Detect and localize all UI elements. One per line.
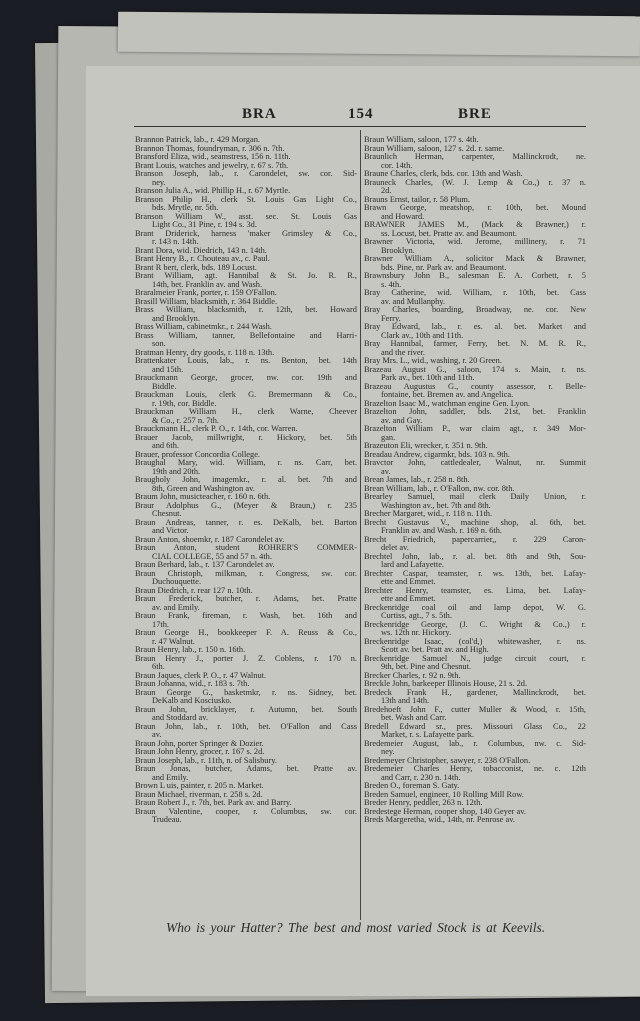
entry-line: Brechter Caspar, teamster, r. ws. 13th, bet. Lafay- bbox=[364, 569, 586, 578]
entry-continuation-line: ney. bbox=[152, 178, 166, 187]
entry-line: Brechtel John, lab., r. al. bet. 8th and 9th, Sou- bbox=[364, 552, 586, 561]
entry-line: Brauckmann George, grocer, nw. cor. 19th and bbox=[135, 374, 357, 382]
directory-entry bbox=[364, 306, 586, 323]
entry-continuation-line: r. 19th, cor. Biddle. bbox=[152, 399, 217, 408]
directory-entry bbox=[135, 791, 357, 800]
entry-line: Brauckman William H., clerk Warne, Cheever bbox=[135, 408, 357, 416]
directory-entry bbox=[135, 213, 357, 230]
header-rule bbox=[134, 126, 586, 127]
directory-entry bbox=[135, 374, 357, 391]
entry-line: BRAWNER JAMES M., (Mack & Brawner,) r. bbox=[364, 221, 586, 229]
directory-entry bbox=[135, 561, 357, 570]
entry-line: Brawn George, meatshop, r. 10th, bet. Mound bbox=[364, 204, 586, 212]
entry-line: Bredemeier Charles Henry, tobacconist, ne. c. 12th bbox=[364, 765, 586, 773]
directory-entry bbox=[364, 782, 586, 791]
entry-line: Brecher Margaret, wid., r. 118 n. 11th. bbox=[364, 510, 493, 518]
entry-line: Braun Johanna, wid., r. 183 s. 7th. bbox=[135, 680, 250, 688]
entry-continuation-line: delet av. bbox=[381, 544, 409, 552]
entry-continuation-line: Brooklyn. bbox=[381, 246, 415, 255]
entry-line: Bray Catherine, wid. William, r. 10th, bet. Cass bbox=[364, 289, 586, 297]
entry-line: Brannon Patrick, lab., r. 429 Morgan. bbox=[135, 136, 260, 144]
directory-entry bbox=[135, 782, 357, 791]
directory-entry bbox=[135, 247, 357, 256]
entry-line: Breds Margeretha, wid., 14th, nr. Penrose av. bbox=[364, 816, 515, 824]
entry-continuation-line: Biddle. bbox=[152, 382, 177, 391]
entry-line: Breadau Andrew, cigarmkr, bds. 103 n. 9th. bbox=[364, 450, 510, 459]
entry-continuation-line: Chesnut. bbox=[152, 510, 182, 518]
entry-line: Bredemeyer Christopher, sawyer, r. 238 O'Fallon. bbox=[364, 756, 531, 765]
entry-line: Braun Christoph, milkman, r. Congress, sw. cor. bbox=[135, 569, 357, 578]
directory-entry bbox=[135, 748, 357, 757]
entry-line: Brauns Ernst, tailor, r. 58 Plum. bbox=[364, 195, 470, 204]
entry-line: Bredehoeft John F., cutter Muller & Wood, r. 15th, bbox=[364, 705, 586, 714]
directory-entry bbox=[364, 255, 586, 272]
directory-entry bbox=[364, 519, 586, 536]
directory-entry bbox=[135, 612, 357, 629]
entry-line: Braun Frederick, butcher, r. Adams, bet. Pratte bbox=[135, 595, 357, 603]
entry-line: Brant Louis, watches and jewelry, r. 67 s. 7th. bbox=[135, 161, 289, 170]
directory-entry bbox=[135, 408, 357, 425]
entry-line: Brazeuton Eli, wrecker, r. 351 n. 9th. bbox=[364, 442, 488, 450]
directory-entry bbox=[135, 493, 357, 502]
entry-line: Brattenkater Louis, lab., r. ns. Benton, bet. 14th bbox=[135, 357, 357, 365]
column-divider bbox=[360, 130, 361, 920]
directory-entry bbox=[135, 136, 357, 145]
directory-entry bbox=[135, 459, 357, 476]
directory-entry bbox=[135, 391, 357, 408]
entry-line: Braralmeier Frank, porter, r. 159 O'Fallon. bbox=[135, 289, 277, 297]
directory-entry bbox=[135, 357, 357, 374]
entry-continuation-line: r. 143 n. 14th. bbox=[152, 238, 199, 246]
directory-entry bbox=[135, 264, 357, 273]
directory-entry bbox=[135, 153, 357, 162]
directory-entry bbox=[364, 680, 586, 689]
entry-line: Braun George H., bookkeeper F. A. Reuss & Co., bbox=[135, 629, 357, 637]
entry-line: Breden O., foreman S. Gaty. bbox=[364, 782, 460, 790]
directory-entry bbox=[364, 451, 586, 460]
entry-line: Braune Charles, clerk, bds. cor. 13th and Wash. bbox=[364, 170, 523, 178]
directory-entry bbox=[364, 204, 586, 221]
directory-entry bbox=[135, 255, 357, 264]
entry-line: Brean William, lab., r. O'Fallon, nw. cor. 8th. bbox=[364, 484, 515, 493]
entry-line: Breckenridge Samuel N., judge circuit court, r. bbox=[364, 654, 586, 663]
entry-continuation-line: Duchouquette. bbox=[152, 578, 202, 586]
entry-line: Brass William, cabinetmkr., r. 244 Wash. bbox=[135, 323, 272, 331]
directory-entry bbox=[135, 519, 357, 536]
entry-line: Braun Frank, fireman, r. Wash, bet. 16th and bbox=[135, 612, 357, 620]
entry-continuation-line: DeKalb and Kosciusko. bbox=[152, 697, 232, 705]
directory-entry bbox=[364, 323, 586, 340]
entry-line: Braun William, saloon, 177 s. 4th. bbox=[364, 136, 479, 144]
entry-line: Brazelton Isaac M., watchman engine Gen. Lyon. bbox=[364, 399, 531, 408]
entry-continuation-line: bds. Pine, nr. Park av. and Beaumont. bbox=[381, 263, 507, 272]
directory-entry bbox=[135, 655, 357, 672]
directory-entry bbox=[135, 323, 357, 332]
entry-continuation-line: av. and Emily. bbox=[152, 603, 200, 612]
entry-line: Bray Hannibal, farmer, Ferry, bet. N. M. R. R., bbox=[364, 340, 586, 348]
directory-entry bbox=[135, 196, 357, 213]
entry-line: Brass William, blacksmith, r. 12th, bet. Howard bbox=[135, 306, 357, 314]
directory-entry bbox=[135, 570, 357, 587]
directory-entry bbox=[364, 366, 586, 383]
directory-page bbox=[86, 66, 640, 996]
entry-line: Brecht Friedrich, papercarrier,, r. 229 Caron- bbox=[364, 535, 586, 544]
entry-line: Brant William, agt. Hannibal & St. Jo. R. R., bbox=[135, 272, 357, 280]
entry-line: Brass William, tanner, Bellefontaine and Harri- bbox=[135, 331, 357, 340]
header-left-guide-word: BRA bbox=[242, 106, 277, 122]
directory-entry bbox=[135, 145, 357, 154]
directory-entry bbox=[135, 298, 357, 307]
entry-continuation-line: Clark av., 10th and 11th. bbox=[381, 331, 464, 340]
entry-line: Bray Charles, boarding, Broadway, ne. cor. New bbox=[364, 306, 586, 314]
entry-line: Braur Adolphus G., (Meyer & Braun,) r. 235 bbox=[135, 501, 357, 510]
entry-continuation-line: son. bbox=[152, 340, 166, 348]
directory-entry bbox=[135, 349, 357, 358]
directory-entry bbox=[364, 153, 586, 170]
entry-line: Braun Anton, shoemkr, r. 187 Carondelet av. bbox=[135, 535, 285, 544]
directory-entry bbox=[364, 655, 586, 672]
directory-entry bbox=[135, 306, 357, 323]
entry-continuation-line: 8th, Green and Washington av. bbox=[152, 484, 255, 493]
entry-line: Brant Dora, wid. Diedrich, 143 n. 14th. bbox=[135, 246, 267, 255]
entry-continuation-line: & Co., r. 257 n. 7th. bbox=[152, 416, 220, 425]
entry-line: Braunlich Herman, carpenter, Mallinckrodt, ne. bbox=[364, 153, 586, 161]
entry-continuation-line: Park av., bet. 10th and 11th. bbox=[381, 374, 475, 382]
entry-line: Bray Edward, lab., r. es. al. bet. Market and bbox=[364, 323, 586, 331]
entry-line: Braun Michael, riverman, r. 258 s. 2d. bbox=[135, 790, 263, 799]
entry-line: Braun Robert J., r. 7th, bet. Park av. and Barry. bbox=[135, 799, 292, 807]
entry-line: Braugholy John, imagemkr., r. al. bet. 7th and bbox=[135, 476, 357, 484]
entry-line: Brean James, lab., r. 258 n. 8th. bbox=[364, 476, 470, 484]
entry-continuation-line: and Emily. bbox=[152, 773, 189, 782]
directory-entry bbox=[135, 170, 357, 187]
entry-line: Braun John Henry, grocer, r. 167 s. 2d. bbox=[135, 748, 265, 756]
directory-entry bbox=[364, 723, 586, 740]
directory-entry bbox=[135, 808, 357, 825]
entry-continuation-line: bet. Wash and Carr. bbox=[381, 714, 447, 722]
entry-continuation-line: ss. Locust, bet. Pratte av. and Beaumont. bbox=[381, 229, 517, 238]
directory-entry bbox=[364, 587, 586, 604]
entry-line: Bredell Edward sr., pres. Missouri Glass Co., 22 bbox=[364, 722, 586, 731]
entry-line: Brauneck Charles, (W. J. Lemp & Co.,) r. 37 n. bbox=[364, 178, 586, 187]
directory-entry bbox=[135, 187, 357, 196]
entry-line: Breckenridge Isaac, (col'd,) whitewasher, r. ns. bbox=[364, 637, 586, 646]
entry-line: Branson Philip H., clerk St. Louis Gas Light Co., bbox=[135, 195, 357, 204]
entry-continuation-line: av. and Mullanphy. bbox=[381, 297, 446, 306]
entry-line: Brown L uis, painter, r. 205 n. Market. bbox=[135, 782, 264, 790]
entry-continuation-line: r. 47 Walnut. bbox=[152, 637, 195, 646]
entry-continuation-line: ney. bbox=[381, 748, 395, 756]
entry-continuation-line: ws. 12th nr. Hickory. bbox=[381, 629, 452, 637]
entry-line: Brauer Jacob, millwright, r. Hickory, bet. 5th bbox=[135, 433, 357, 442]
entry-line: Bravctor John, cattledealer, Walnut, nr. Summit bbox=[364, 459, 586, 467]
entry-line: Braun Valentine, cooper, r. Columbus, sw. cor. bbox=[135, 807, 357, 816]
entry-line: Breckenridge coal oil and lamp depot, W. G. bbox=[364, 603, 586, 612]
entry-line: Braun Jaques, clerk P. O., r. 47 Walnut. bbox=[135, 671, 267, 680]
directory-entry bbox=[135, 425, 357, 434]
entry-line: Bredestege Herman, cooper shop, 140 Geyer av. bbox=[364, 807, 527, 816]
entry-continuation-line: gan. bbox=[381, 433, 396, 442]
directory-entry bbox=[135, 536, 357, 545]
entry-line: Bredemeier August, lab., r. Columbus, nw. c. Sid- bbox=[364, 739, 586, 748]
directory-entry bbox=[135, 740, 357, 749]
directory-entry bbox=[135, 476, 357, 493]
directory-entry bbox=[364, 570, 586, 587]
entry-line: Braun Henry J., porter J. Z. Coblens, r. 170 n. bbox=[135, 654, 357, 663]
entry-continuation-line: 9th, bet. Pine and Chesnut. bbox=[381, 663, 472, 671]
directory-entry bbox=[364, 272, 586, 289]
entry-continuation-line: lard and Lafayette. bbox=[381, 561, 445, 569]
directory-entry bbox=[135, 289, 357, 298]
entry-line: Braun Joseph, lab., r. 11th, n. of Salisbury. bbox=[135, 756, 277, 765]
directory-entry bbox=[135, 757, 357, 766]
entry-line: Braun Diedrich, r. rear 127 n. 10th. bbox=[135, 586, 253, 595]
entry-line: Braum John, musicteacher, r. 160 n. 6th. bbox=[135, 493, 271, 501]
entry-continuation-line: av. bbox=[152, 731, 162, 739]
directory-entry bbox=[364, 816, 586, 825]
directory-entry bbox=[135, 162, 357, 171]
entry-continuation-line: 6th. bbox=[152, 663, 165, 671]
entry-line: Brauckmann H., clerk P. O., r. 14th, cor. Warren. bbox=[135, 425, 298, 433]
entry-continuation-line: Scott av. bet. Pratt av. and High. bbox=[381, 646, 489, 654]
entry-line: Brecker Charles, r. 92 n. 9th. bbox=[364, 671, 461, 680]
entry-line: Bratman Henry, dry goods, r. 118 n. 13th. bbox=[135, 348, 275, 357]
directory-entry bbox=[135, 689, 357, 706]
entry-line: Breder Henry, peddler, 263 n. 12th. bbox=[364, 799, 483, 807]
entry-line: Brecht Gustavus V., machine shop, al. 6th, bet. bbox=[364, 518, 586, 527]
entry-line: Braun Henry, lab., r. 150 n. 16th. bbox=[135, 646, 246, 654]
back-page-edge bbox=[118, 12, 640, 57]
entry-continuation-line: and 15th. bbox=[152, 365, 184, 374]
entry-line: Braun John, lab., r. 10th, bet. O'Fallon and Cass bbox=[135, 722, 357, 731]
directory-entry bbox=[135, 544, 357, 561]
entry-continuation-line: 2d. bbox=[381, 187, 392, 195]
directory-entry bbox=[364, 408, 586, 425]
entry-line: Braun Andreas, tanner, r. es. DeKalb, bet. Barton bbox=[135, 518, 357, 527]
directory-entry bbox=[135, 629, 357, 646]
entry-line: Brawnsbury John B., salesman E. A. Corbett, r. 5 bbox=[364, 272, 586, 280]
directory-entry bbox=[364, 196, 586, 205]
entry-line: Bredeck Frank H., gardener, Mallinckrodt, bet. bbox=[364, 688, 586, 697]
entry-line: Braun John, bricklayer, r. Autumn, bet. South bbox=[135, 705, 357, 714]
directory-entry bbox=[364, 136, 586, 145]
directory-entry bbox=[364, 510, 586, 519]
entry-line: Brant R bert, clerk, bds. 189 Locust. bbox=[135, 263, 257, 272]
entry-continuation-line: 13th and 14th. bbox=[381, 697, 430, 705]
entry-line: Brawner William A., solicitor Mack & Brawner, bbox=[364, 255, 586, 263]
entry-line: Brannon Thomas, foundryman, r. 306 n. 7th. bbox=[135, 144, 285, 153]
directory-entry bbox=[364, 757, 586, 766]
entry-line: Brawner Victoria, wid. Jerome, millinery, r. 71 bbox=[364, 238, 586, 246]
entry-line: Brazelton John, saddler, bds. 21st, bet. Franklin bbox=[364, 408, 586, 416]
entry-continuation-line: and Victor. bbox=[152, 527, 189, 535]
entry-continuation-line: Market, r. s. Lafayette park. bbox=[381, 731, 475, 739]
entry-line: Brazeau August G., saloon, 174 s. Main, r. ns. bbox=[364, 365, 586, 374]
directory-entry bbox=[364, 400, 586, 409]
directory-entry bbox=[135, 230, 357, 247]
directory-entry bbox=[364, 553, 586, 570]
entry-continuation-line: bds. Mrytle, nr. 5th. bbox=[152, 204, 219, 212]
directory-entry bbox=[364, 799, 586, 808]
entry-line: Branson William W., asst. sec. St. Louis Gas bbox=[135, 212, 357, 221]
directory-entry bbox=[135, 434, 357, 451]
entry-line: Branson Julia A., wid. Phillip H., r. 67 Myrtle. bbox=[135, 187, 291, 195]
directory-entry bbox=[364, 621, 586, 638]
entry-continuation-line: and the river. bbox=[381, 348, 425, 357]
entry-line: Braun Berhard, lab., r. 137 Carondelet av. bbox=[135, 561, 275, 569]
directory-entry bbox=[135, 680, 357, 689]
entry-line: Braun George G., basketmkr, r. ns. Sidney, bet. bbox=[135, 688, 357, 697]
entry-continuation-line: av. bbox=[381, 467, 391, 476]
page-number: 154 bbox=[348, 106, 374, 122]
directory-entry bbox=[135, 332, 357, 349]
directory-entry bbox=[364, 179, 586, 196]
entry-line: Breden Samuel, engineer, 10 Rolling Mill Row. bbox=[364, 790, 524, 799]
entry-line: Brechter Henry, teamster, es. Lima, bet. Lafay- bbox=[364, 586, 586, 595]
entry-continuation-line: fontaine, bet. Bremen av. and Angelica. bbox=[381, 391, 514, 399]
entry-line: Bransford Eliza, wid., seamstress, 156 n. 11th. bbox=[135, 153, 291, 161]
entry-continuation-line: and Howard. bbox=[381, 212, 425, 221]
directory-entry bbox=[364, 289, 586, 306]
directory-entry bbox=[364, 791, 586, 800]
left-column bbox=[135, 136, 357, 825]
directory-entry bbox=[135, 799, 357, 808]
directory-entry bbox=[364, 706, 586, 723]
directory-entry bbox=[364, 638, 586, 655]
entry-line: Breckle John, barkeeper Illinois House, 21 s. 2d. bbox=[364, 680, 528, 688]
entry-continuation-line: 14th, bet. Franklin av. and Wash. bbox=[152, 280, 263, 289]
directory-entry bbox=[135, 587, 357, 596]
footer-advertisement: Who is your Hatter? The best and most varied Stock is at Keevils. bbox=[166, 920, 546, 935]
directory-entry bbox=[364, 238, 586, 255]
directory-entry bbox=[364, 357, 586, 366]
entry-line: Braun William, saloon, 127 s. 2d. r. same. bbox=[364, 144, 505, 153]
entry-line: Braughal Mary, wid. William, r. ns. Carr, bet. bbox=[135, 459, 357, 467]
directory-entry bbox=[135, 646, 357, 655]
entry-continuation-line: Washington av., bet. 7th and 8th. bbox=[381, 501, 491, 510]
entry-continuation-line: 19th and 20th. bbox=[152, 467, 201, 476]
directory-entry bbox=[135, 672, 357, 681]
entry-continuation-line: 17th. bbox=[152, 620, 169, 629]
entry-continuation-line: cor. 14th. bbox=[381, 161, 413, 170]
entry-line: Bray Mrs. L., wid., washing, r. 20 Green. bbox=[364, 357, 502, 365]
directory-entry bbox=[364, 493, 586, 510]
entry-continuation-line: and Brooklyn. bbox=[152, 314, 200, 323]
directory-entry bbox=[364, 425, 586, 442]
directory-entry bbox=[364, 459, 586, 476]
directory-entry bbox=[135, 706, 357, 723]
directory-entry bbox=[364, 765, 586, 782]
directory-entry bbox=[364, 145, 586, 154]
directory-entry bbox=[135, 723, 357, 740]
directory-entry bbox=[364, 604, 586, 621]
directory-entry bbox=[364, 383, 586, 400]
directory-entry bbox=[135, 765, 357, 782]
entry-line: Braun John, porter Springer & Dozier. bbox=[135, 739, 264, 748]
entry-line: Brearley Samuel, mail clerk Daily Union, r. bbox=[364, 493, 586, 501]
entry-line: Brasill William, blacksmith, r. 364 Biddle. bbox=[135, 297, 278, 306]
directory-entry bbox=[364, 808, 586, 817]
entry-continuation-line: ette and Emmet. bbox=[381, 578, 436, 586]
entry-line: Brant Driderick, harness 'maker Grimsley & Co., bbox=[135, 229, 357, 238]
entry-continuation-line: Franklin av. and Wash. r. 169 n. 6th. bbox=[381, 527, 502, 535]
directory-entry bbox=[364, 442, 586, 451]
entry-line: Braun Jonas, butcher, Adams, bet. Pratte av. bbox=[135, 765, 357, 773]
entry-continuation-line: s. 4th. bbox=[381, 280, 402, 289]
right-column bbox=[364, 136, 586, 825]
entry-continuation-line: and 6th. bbox=[152, 442, 179, 450]
directory-entry bbox=[364, 476, 586, 485]
entry-continuation-line: and Stoddard av. bbox=[152, 714, 208, 722]
entry-line: Braun Anton, student ROHRER'S COMMER- bbox=[135, 544, 357, 552]
entry-line: Brazelton William P., war claim agt., r. 349 Mor- bbox=[364, 425, 586, 433]
entry-continuation-line: ette and Emmet. bbox=[381, 595, 436, 603]
entry-continuation-line: Light Co., 31 Pine, r. 194 s. 3d. bbox=[152, 221, 257, 229]
entry-continuation-line: Ferry. bbox=[381, 314, 401, 323]
directory-entry bbox=[364, 672, 586, 681]
directory-entry bbox=[364, 485, 586, 494]
entry-line: Breckenridge George, (J. C. Wright & Co.,) r. bbox=[364, 620, 586, 629]
directory-entry bbox=[364, 170, 586, 179]
directory-entry bbox=[135, 502, 357, 519]
directory-entry bbox=[364, 221, 586, 238]
directory-entry bbox=[364, 740, 586, 757]
directory-entry bbox=[364, 689, 586, 706]
entry-continuation-line: and Carr, r. 230 n. 14th. bbox=[381, 773, 461, 782]
directory-entry bbox=[135, 451, 357, 460]
directory-entry bbox=[135, 272, 357, 289]
entry-continuation-line: Trudeau. bbox=[152, 816, 182, 824]
entry-line: Brauer, professor Concordia College. bbox=[135, 450, 261, 459]
header-right-guide-word: BRE bbox=[458, 106, 492, 122]
directory-entry bbox=[135, 595, 357, 612]
entry-line: Brazeau Augustus G., county assessor, r. Belle- bbox=[364, 382, 586, 391]
entry-continuation-line: av. and Gay. bbox=[381, 416, 423, 425]
entry-line: Branson Joseph, lab., r. Carondelet, sw. cor. Sid- bbox=[135, 170, 357, 178]
directory-entry bbox=[364, 536, 586, 553]
entry-line: Brauckman Louis, clerk G. Bremermann & Co., bbox=[135, 391, 357, 399]
entry-continuation-line: CIAL COLLEGE, 55 and 57 n. 4th. bbox=[152, 552, 272, 561]
entry-line: Brant Henry B., r. Chouteau av., c. Paul. bbox=[135, 255, 270, 263]
entry-continuation-line: Curtiss, agt., 7 s. 5th. bbox=[381, 612, 452, 620]
directory-entry bbox=[364, 340, 586, 357]
